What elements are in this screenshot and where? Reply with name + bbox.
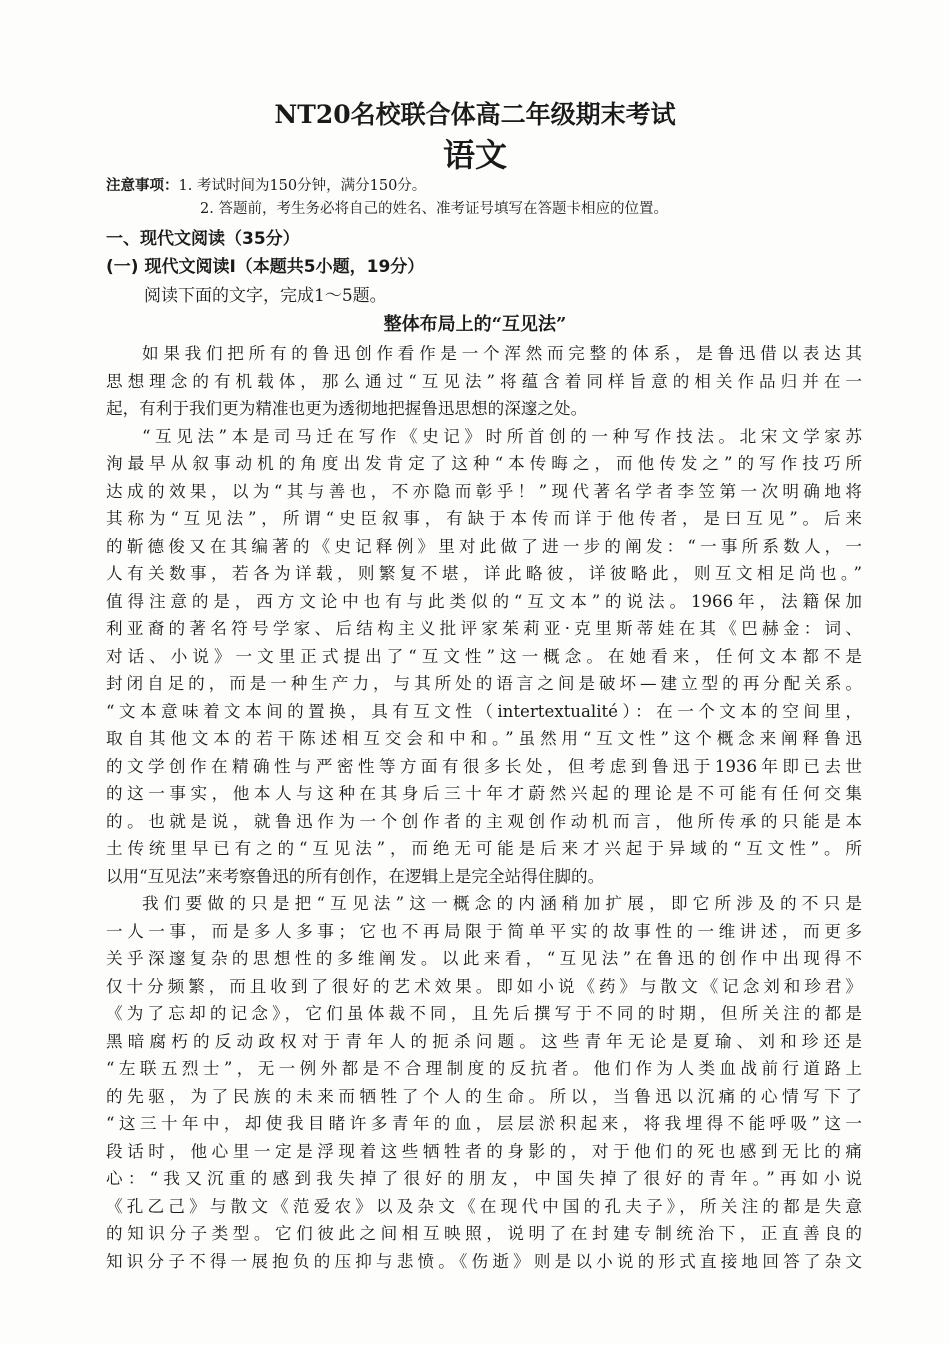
- notes-item-2: 2. 答题前，考生务必将自己的姓名、准考证号填写在答题卡相应的位置。: [200, 201, 668, 217]
- article-line: 心：“我又沉重的感到我失掉了很好的朋友，中国失掉了很好的青年。”再如小说: [106, 1169, 862, 1188]
- article-line: 起，有利于我们更为精准也更为透彻地把握鲁迅思想的深邃之处。: [106, 399, 588, 418]
- notes-label: 注意事项：: [106, 177, 179, 194]
- article-line: “左联五烈士”，无一例外都是不合理制度的反抗者。他们作为人类血战前行道路上: [106, 1059, 862, 1078]
- article-line: 关乎深邃复杂的思想性的多维阐发。以此来看，“互见法”在鲁迅的创作中出现得不: [106, 949, 862, 968]
- article-title: 整体布局上的“互见法”: [383, 314, 567, 335]
- subject-title: 语文: [442, 136, 507, 174]
- article-line: 取自其他文本的若干陈述相互交会和中和。”虽然用“互文性”这个概念来阐释鲁迅: [106, 729, 862, 748]
- article-line: 的文学创作在精确性与严密性等方面有很多长处，但考虑到鲁迅于1936年即已去世: [106, 756, 862, 776]
- reading-instruction: 阅读下面的文字，完成1～5题。: [144, 286, 387, 306]
- article-line: 对话、小说》一文里正式提出了“互文性”这一概念。在她看来，任何文本都不是: [106, 646, 862, 666]
- article-line: 我们要做的只是把“互见法”这一概念的内涵稍加扩展，即它所涉及的不只是: [142, 894, 862, 913]
- article-line: 的先驱，为了民族的未来而牺牲了个人的生命。所以，当鲁迅以沉痛的心情写下了: [106, 1086, 862, 1106]
- article-line: 以用“互见法”来考察鲁迅的所有创作，在逻辑上是完全站得住脚的。: [106, 866, 605, 886]
- article-line: “文本意味着文本间的置换，具有互文性（intertextualité）：在一个文本的空间里，: [106, 701, 862, 721]
- article-line: 的知识分子类型。它们彼此之间相互映照，说明了在封建专制统治下，正直善良的: [106, 1224, 862, 1243]
- notes-line-1: [106, 175, 426, 197]
- subsection-heading: (一) 现代文阅读Ⅰ（本题共5小题，19分）: [106, 257, 425, 277]
- article-line: 思想理念的有机载体，那么通过“互见法”将蕴含着同样旨意的相关作品归并在一: [106, 371, 862, 391]
- article-line: 其称为“互见法”，所谓“史臣叙事，有缺于本传而详于他传者，是曰互见”。后来: [106, 509, 862, 528]
- article-line: “这三十年中，却使我目睹许多青年的血，层层淤积起来，将我埋得不能呼吸”这一: [106, 1114, 862, 1133]
- article-line: 《孔乙己》与散文《范爱农》以及杂文《在现代中国的孔夫子》，所关注的都是失意: [106, 1196, 862, 1216]
- article-line: 的。也就是说，就鲁迅作为一个创作者的主观创作动机而言，他所传承的只能是本: [106, 811, 862, 831]
- article-line: 值得注意的是，西方文论中也有与此类似的“互文本”的说法。1966年，法籍保加: [106, 591, 862, 611]
- section-heading: 一、现代文阅读（35分）: [106, 229, 300, 249]
- notes-item-1: 1. 考试时间为150分钟，满分150分。: [178, 178, 427, 194]
- article-line: 仅十分频繁，而且收到了很好的艺术效果。即如小说《药》与散文《记念刘和珍君》: [106, 976, 862, 996]
- article-line: 一人一事，而是多人多事；它也不再局限于简单平实的故事性的一维讲述，而更多: [106, 921, 862, 941]
- article-line: 达成的效果，以为“其与善也，不亦隐而彰乎！”现代著名学者李笠第一次明确地将: [106, 481, 862, 501]
- article-line: 土传统里早已有之的“互见法”，而绝无可能是后来才兴起于异域的“互文性”。所: [106, 839, 862, 858]
- article-line: 知识分子不得一展抱负的压抑与悲愤。《伤逝》则是以小说的形式直接地回答了杂文: [106, 1251, 862, 1271]
- article-line: 如果我们把所有的鲁迅创作看作是一个浑然而完整的体系，是鲁迅借以表达其: [142, 344, 862, 363]
- article-line: 人有关数事，若各为详载，则繁复不堪，详此略彼，详彼略此，则互文相足尚也。”: [106, 564, 862, 583]
- article-line: 的这一事实，他本人与这种在其身后三十年才蔚然兴起的理论是不可能有任何交集: [106, 784, 862, 803]
- article-line: 洵最早从叙事动机的角度出发肯定了这种“本传晦之，而他传发之”的写作技巧所: [106, 454, 862, 473]
- exam-title: NT20名校联合体高二年级期末考试: [274, 100, 676, 129]
- article-line: 的靳德俊又在其编著的《史记释例》里对此做了进一步的阐发：“一事所系数人，一: [106, 536, 862, 556]
- article-line: 封闭自足的，而是一种生产力，与其所处的语言之间是破坏—建立型的再分配关系。: [106, 674, 862, 693]
- article-line: 利亚裔的著名符号学家、后结构主义批评家茱莉亚·克里斯蒂娃在其《巴赫金：词、: [106, 619, 862, 638]
- article-line: 《为了忘却的记念》，它们虽体裁不同，且先后撰写于不同的时期，但所关注的都是: [106, 1004, 862, 1023]
- article-line: 黑暗腐朽的反动政权对于青年人的扼杀问题。这些青年无论是夏瑜、刘和珍还是: [106, 1031, 862, 1051]
- article-body: [106, 340, 862, 1275]
- article-line: 段话时，他心里一定是浮现着这些牺牲者的身影的，对于他们的死也感到无比的痛: [106, 1141, 862, 1161]
- article-line: “互见法”本是司马迁在写作《史记》时所首创的一种写作技法。北宋文学家苏: [142, 426, 862, 446]
